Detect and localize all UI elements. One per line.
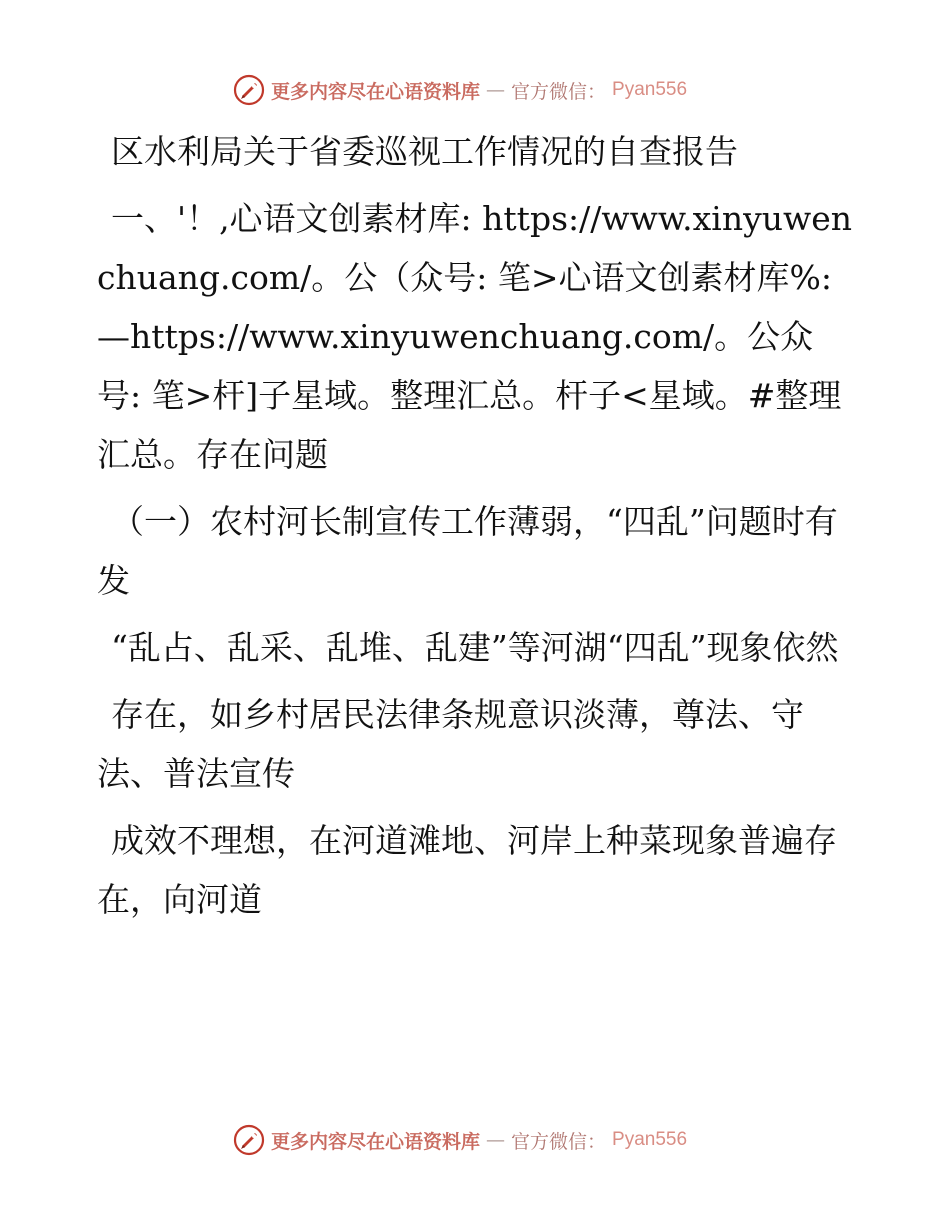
paragraph-3: “乱占、乱采、乱堆、乱建”等河湖“四乱”现象依然 bbox=[111, 628, 839, 667]
header-banner bbox=[233, 72, 687, 108]
banner-label: 官方微信： bbox=[511, 80, 607, 103]
footer-banner bbox=[233, 1122, 687, 1158]
paragraph-4: 存在，如乡村居民法律条规意识淡薄，尊法、守法、普法宣传 bbox=[97, 695, 804, 793]
paragraph-1: 一、'！,心语文创素材库: https://www.xinyuwenchuang.com/。公（众号: 笔>心语文创素材库%: —https://www.xinyuwenchuang.com/。公众号: 笔>杆]子星域。整理汇总。杆子<星域。#整理汇总。存在问题 bbox=[97, 199, 853, 474]
quill-pen-logo-icon bbox=[233, 1124, 265, 1156]
paragraph-2: （一）农村河长制宣传工作薄弱，“四乱”问题时有发 bbox=[97, 502, 838, 600]
banner-slogan: 更多内容尽在心语资料库 bbox=[271, 1130, 481, 1153]
banner-wechat-id: Pyan556 bbox=[612, 79, 688, 100]
banner-wechat-id: Pyan556 bbox=[612, 1129, 688, 1150]
banner-label: 官方微信： bbox=[511, 1130, 607, 1153]
paragraph-5: 成效不理想，在河道滩地、河岸上种菜现象普遍存在，向河道 bbox=[97, 821, 837, 919]
document-title: 区水利局关于省委巡视工作情况的自查报告 bbox=[111, 132, 738, 171]
document-body bbox=[97, 122, 857, 929]
banner-slogan: 更多内容尽在心语资料库 bbox=[271, 80, 481, 103]
banner-separator: — bbox=[486, 1129, 506, 1151]
banner-separator: — bbox=[486, 79, 506, 101]
quill-pen-logo-icon bbox=[233, 74, 265, 106]
